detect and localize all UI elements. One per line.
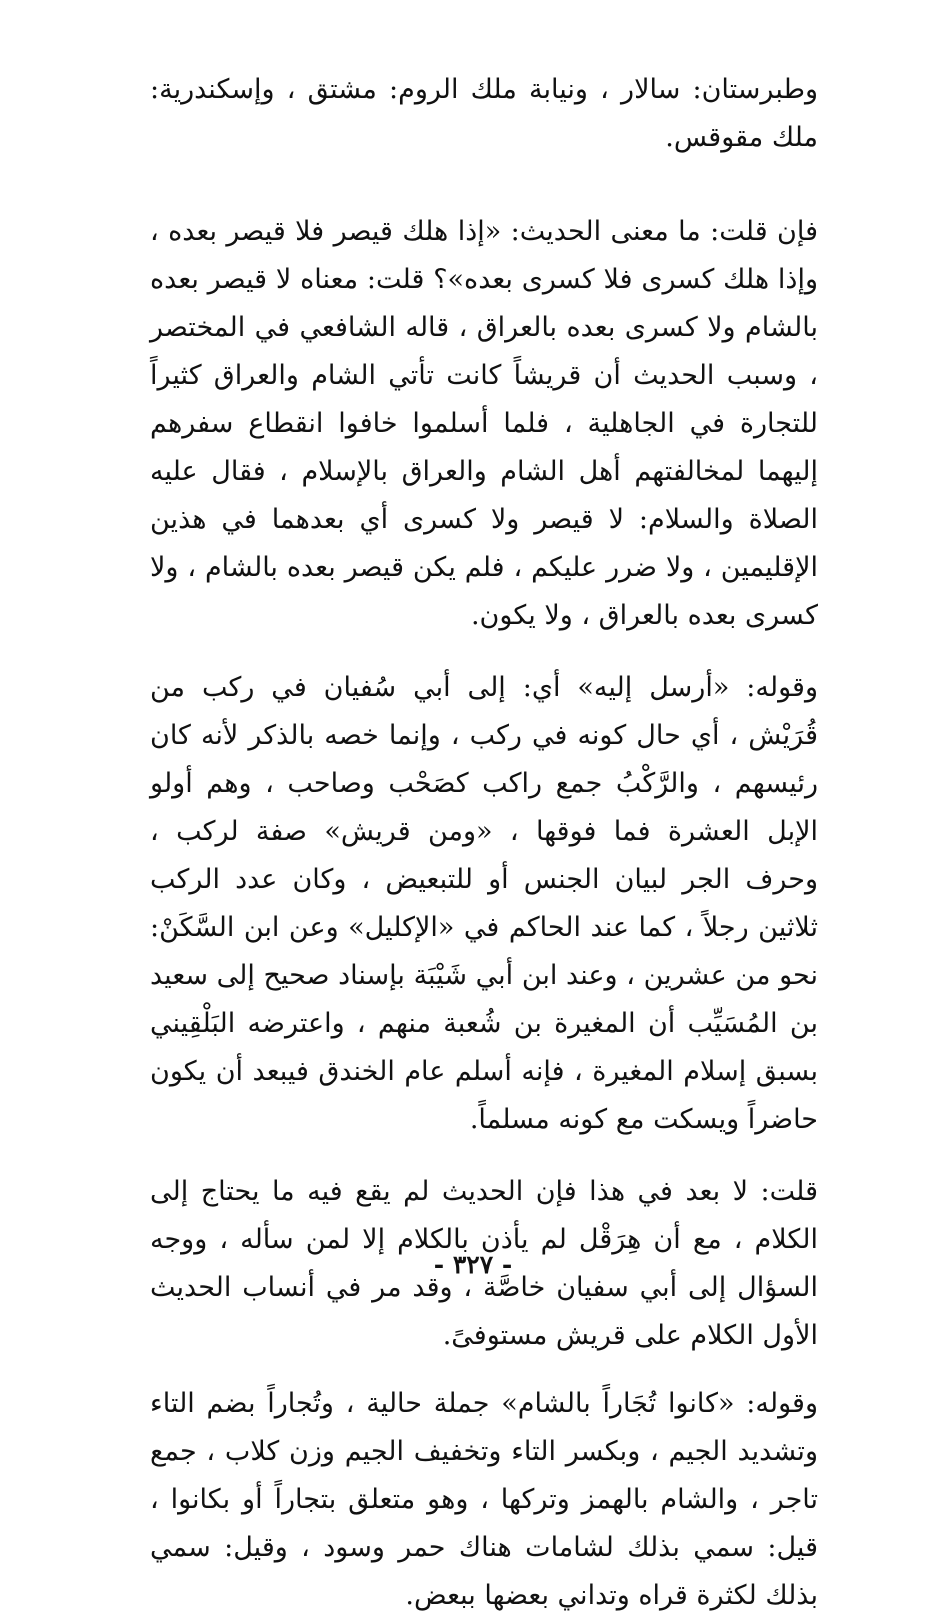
page-number: - ٣٢٧ - — [433, 1250, 513, 1279]
paragraph-2: فإن قلت: ما معنى الحديث: «إذا هلك قيصر فلا قيصر بعده ، وإذا هلك كسرى فلا كسرى بعده»؟ قلت: معناه لا قيصر بعده بالشام ولا كسرى بعده بالعراق ، قاله الشافعي في المختصر ، وسبب الحديث أن قريشاً كانت تأتي الشام والعراق كثيراً للتجارة في الجاهلية ، فلما أسلموا خافوا انقطاع سفرهم إليهما لمخالفتهم أهل الشام والعراق بالإسلام ، فقال عليه الصلاة والسلام: لا قيصر ولا كسرى أي بعدهما في هذين الإقليمين ، ولا ضرر عليكم ، فلم يكن قيصر بعده بالشام ، ولا كسرى بعده بالعراق ، ولا يكون. — [150, 216, 818, 631]
paragraph-1: وطبرستان: سالار ، ونيابة ملك الروم: مشتق ، وإسكندرية: ملك مقوقس. — [150, 74, 818, 153]
page-body — [150, 66, 818, 1620]
paragraph-4: قلت: لا بعد في هذا فإن الحديث لم يقع فيه ما يحتاج إلى الكلام ، مع أن هِرَقْل لم يأذن بالكلام إلا لمن سأله ، ووجه السؤال إلى أبي سفيان خاصَّة ، وقد مر في أنساب الحديث الأول الكلام على قريش مستوفىً. — [150, 1176, 818, 1351]
paragraph-5: وقوله: «كانوا تُجَاراً بالشام» جملة حالية ، وتُجاراً بضم التاء وتشديد الجيم ، وبكسر التاء وتخفيف الجيم وزن كلاب ، جمع تاجر ، والشام بالهمز وتركها ، وهو متعلق بتجاراً أو بكانوا ، قيل: سمي بذلك لشامات هناك حمر وسود ، وقيل: سمي بذلك لكثرة قراه وتداني بعضها ببعض. — [150, 1388, 818, 1611]
paragraph-3: وقوله: «أرسل إليه» أي: إلى أبي سُفيان في ركب من قُرَيْش ، أي حال كونه في ركب ، وإنما خصه بالذكر لأنه كان رئيسهم ، والرَّكْبُ جمع راكب كصَحْب وصاحب ، وهم أولو الإبل العشرة فما فوقها ، «ومن قريش» صفة لركب ، وحرف الجر لبيان الجنس أو للتبعيض ، وكان عدد الركب ثلاثين رجلاً ، كما عند الحاكم في «الإكليل» وعن ابن السَّكَنْ: نحو من عشرين ، وعند ابن أبي شَيْبَة بإسناد صحيح إلى سعيد بن المُسَيِّب أن المغيرة بن شُعبة منهم ، واعترضه البَلْقِيني بسبق إسلام المغيرة ، فإنه أسلم عام الخندق فيبعد أن يكون حاضراً ويسكت مع كونه مسلماً. — [150, 672, 819, 1135]
